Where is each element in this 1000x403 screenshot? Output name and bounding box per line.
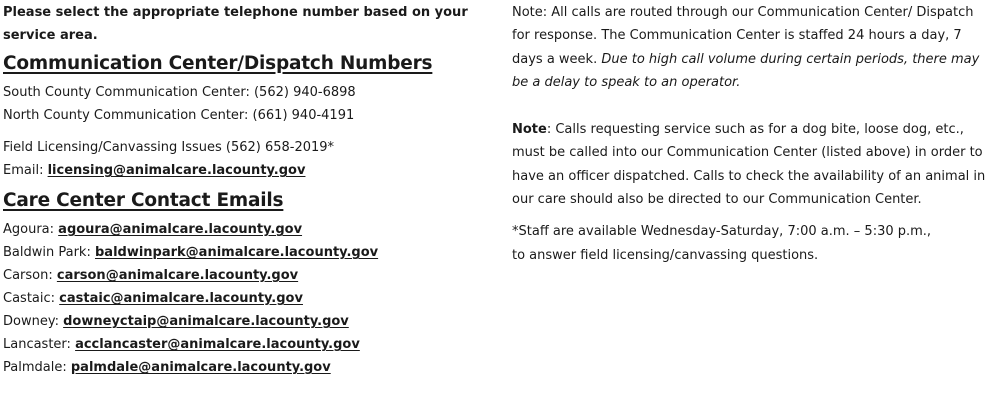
intro-text: Please select the appropriate telephone number based on your service area.	[3, 5, 468, 43]
care-center-label: Castaic:	[3, 291, 56, 306]
note-service-text: : Calls requesting service such as for a dog bite, loose dog, etc., must be called into our Communication Center (listed above) in order to have an officer dispatched. Calls to check the availability of an animal in our care should also be directed to our Communication Center.	[512, 122, 986, 208]
care-center-email-link[interactable]: downeyctaip@animalcare.lacounty.gov	[63, 314, 349, 329]
staff-availability-paragraph	[512, 220, 992, 267]
care-center-row-carson	[3, 264, 473, 287]
care-center-email-link[interactable]: acclancaster@animalcare.lacounty.gov	[75, 337, 360, 352]
care-center-email-link[interactable]: castaic@animalcare.lacounty.gov	[59, 291, 303, 306]
staff-availability-line-1: *Staff are available Wednesday-Saturday, 7:00 a.m. – 5:30 p.m.,	[512, 224, 932, 240]
care-center-email-link[interactable]: palmdale@animalcare.lacounty.gov	[70, 360, 331, 375]
care-center-email-link[interactable]: baldwinpark@animalcare.lacounty.gov	[94, 245, 379, 260]
care-center-row-downey	[3, 310, 473, 333]
south-county-line: South County Communication Center: (562) 940-6898	[3, 85, 356, 100]
care-center-label: Lancaster:	[3, 337, 71, 352]
care-center-row-palmdale	[3, 356, 473, 379]
staff-availability-line-2: to answer field licensing/canvassing questions.	[512, 247, 819, 263]
care-center-label: Downey:	[3, 314, 59, 329]
care-center-label: Palmdale:	[3, 360, 67, 375]
care-center-email-link[interactable]: carson@animalcare.lacounty.gov	[56, 268, 299, 283]
care-center-email-link[interactable]: agoura@animalcare.lacounty.gov	[58, 222, 303, 237]
right-column	[512, 0, 992, 267]
care-center-row-agoura	[3, 218, 473, 241]
note-routing-paragraph	[512, 1, 992, 94]
care-center-row-baldwin-park	[3, 241, 473, 264]
care-center-emails-heading: Care Center Contact Emails	[3, 190, 284, 211]
care-center-row-lancaster	[3, 333, 473, 356]
care-center-label: Carson:	[3, 268, 53, 283]
note-label: Note	[512, 122, 547, 138]
care-center-label: Agoura:	[3, 222, 55, 237]
field-licensing-line: Field Licensing/Canvassing Issues (562) 658-2019*	[3, 140, 335, 155]
note-routing-italic: Due to high call volume during certain periods, there may be a delay to speak to an operator.	[512, 51, 980, 90]
licensing-email-link[interactable]: licensing@animalcare.lacounty.gov	[47, 163, 306, 178]
email-label: Email:	[3, 163, 44, 178]
dispatch-numbers-heading: Communication Center/Dispatch Numbers	[3, 53, 433, 74]
licensing-email-row	[3, 159, 473, 182]
left-column	[3, 0, 473, 379]
care-center-label: Baldwin Park:	[3, 245, 91, 260]
note-service-paragraph	[512, 118, 992, 211]
note-routing-text: Note: All calls are routed through our Communication Center/ Dispatch for response. The Communication Center is staffed 24 hours a day, 7 days a week.	[512, 5, 974, 67]
care-center-list	[3, 218, 473, 379]
north-county-line: North County Communication Center: (661) 940-4191	[3, 108, 355, 123]
care-center-row-castaic	[3, 287, 473, 310]
